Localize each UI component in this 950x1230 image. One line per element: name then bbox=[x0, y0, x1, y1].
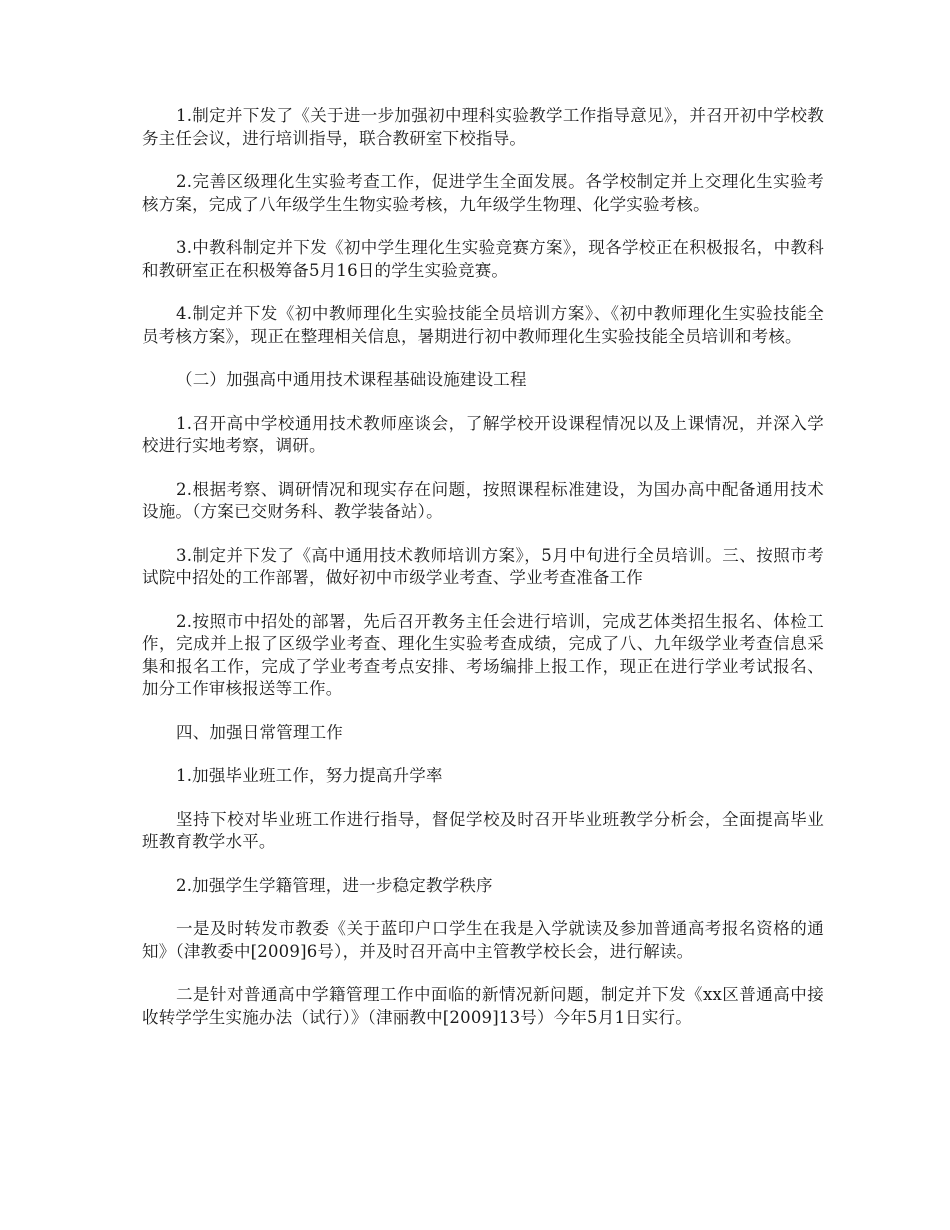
section-heading-4: 四、加强日常管理工作 bbox=[176, 722, 343, 742]
paragraph-graduating-guidance: 坚持下校对毕业班工作进行指导，督促学校及时召开毕业班教学分析会，全面提高毕业班教育教学水平。 bbox=[142, 809, 824, 851]
paragraph-tech-facilities: 2.根据考察、调研情况和现实存在问题，按照课程标准建设，为国办高中配备通用技术设施。（方案已交财务科、教学装备站）。 bbox=[142, 479, 824, 521]
document-body bbox=[142, 105, 824, 1050]
paragraph-lab-guidance: 1.制定并下发了《关于进一步加强初中理科实验教学工作指导意见》，并召开初中学校教务主任会议，进行培训指导，联合教研室下校指导。 bbox=[142, 106, 824, 148]
subheading-graduating-classes: 1.加强毕业班工作，努力提高升学率 bbox=[176, 766, 443, 785]
paragraph-teacher-training: 4.制定并下发《初中教师理化生实验技能全员培训方案》、《初中教师理化生实验技能全员考核方案》，现正在整理相关信息，暑期进行初中教师理化生实验技能全员培训和考核。 bbox=[142, 304, 824, 346]
paragraph-tech-training-plan: 3.制定并下发了《高中通用技术教师培训方案》，5月中旬进行全员培训。三、按照市考试院中招处的工作部署，做好初中市级学业考查、学业考查准备工作 bbox=[142, 545, 824, 587]
section-heading-2: （二）加强高中通用技术课程基础设施建设工程 bbox=[176, 370, 527, 389]
paragraph-records-notice: 一是及时转发市教委《关于蓝印户口学生在我是入学就读及参加普通高考报名资格的通知》（津教委中[2009]6号），并及时召开高中主管教学校长会，进行解读。 bbox=[142, 919, 824, 961]
paragraph-tech-teacher-meeting: 1.召开高中学校通用技术教师座谈会，了解学校开设课程情况以及上课情况，并深入学校进行实地考察，调研。 bbox=[142, 413, 824, 455]
paragraph-lab-exam: 2.完善区级理化生实验考查工作，促进学生全面发展。各学校制定并上交理化生实验考核方案，完成了八年级学生生物实验考核，九年级学生物理、化学实验考核。 bbox=[142, 172, 824, 214]
paragraph-exam-preparation: 2.按照市中招处的部署，先后召开教务主任会进行培训，完成艺体类招生报名、体检工作，完成并上报了区级学业考查、理化生实验考查成绩，完成了八、九年级学业考查信息采集和报名工作，完成了学业考查考点安排、考场编排上报工作，现正在进行学业考试报名、加分工作审核报送等工作。 bbox=[142, 611, 824, 698]
paragraph-transfer-rules: 二是针对普通高中学籍管理工作中面临的新情况新问题，制定并下发《xx区普通高中接收转学学生实施办法（试行）》（津丽教中[2009]13号）今年5月1日实行。 bbox=[142, 985, 824, 1027]
paragraph-lab-competition: 3.中教科制定并下发《初中学生理化生实验竞赛方案》，现各学校正在积极报名，中教科和教研室正在积极筹备5月16日的学生实验竞赛。 bbox=[142, 238, 824, 280]
subheading-student-records: 2.加强学生学籍管理，进一步稳定教学秩序 bbox=[176, 875, 493, 895]
